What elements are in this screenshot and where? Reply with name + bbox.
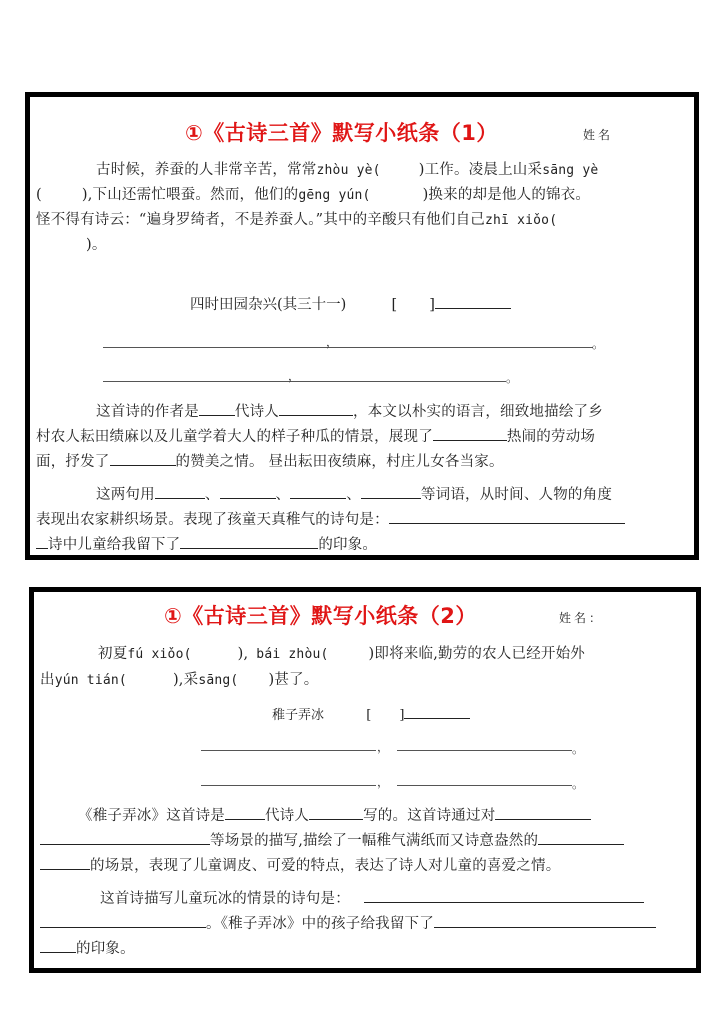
answer-blank[interactable] <box>538 829 624 845</box>
card-title: ①《古诗三首》默写小纸条（2） <box>164 604 477 628</box>
dictation-card-2: ①《古诗三首》默写小纸条（2） 姓名： 初夏fú xiǒo( ), bái zhòu( )即将来临,勤劳的农人已经开始外 出yún tián( ),采sāng( )甚了。 稚子弄冰 [ ] ， 。 ， 。 《稚子弄冰》这首诗是 代诗人 写的。这首诗通过对 等场景的描写,描绘了一幅稚气满纸而又诗意盎然的 的场景，表现了儿童调皮、可爱的特点，表达了诗人对儿童的喜爱之情。 这首诗描写儿童玩冰的情景的诗句是： 。《稚子弄冰》中的孩子给我留下了 的印象。 <box>29 587 701 973</box>
impression-blank[interactable] <box>40 937 76 953</box>
answer-blank[interactable] <box>290 483 346 499</box>
dynasty-bracket-close: ] <box>399 708 405 723</box>
dictation-card-1: ①《古诗三首》默写小纸条（1） 姓名 古时候，养蚕的人非常辛苦，常常zhòu yè( )工作。凌晨上山采sāng yè ( ),下山还需忙喂蚕。然而，他们的gēng yún( )换来的却是他人的锦衣。 怪不得有诗云：“遍身罗绮者，不是养蚕人。”其中的辛酸只有他们自己zhī xiǒo( )。 四时田园杂兴(其三十一) [ ] ， 。 ， 。 这首诗的作者是 代诗人 ，本文以朴实的语言，细致地描绘了乡 村农人耘田绩麻以及儿童学着大人的样子种瓜的情景，展现了 热闹的劳动场 面，抒发了 的赞美之情。 昼出耘田夜绩麻，村庄儿女各当家。 这两句用 、 、 、 等词语，从时间、人物的角度 表现出农家耕织场景。表现了孩童天真稚气的诗句是： 诗中儿童给我留下了 的印象。 <box>25 92 699 560</box>
question-line: 这两句用 、 、 、 等词语，从时间、人物的角度 <box>36 483 688 505</box>
question-line: 的场景，表现了儿童调皮、可爱的特点，表达了诗人对儿童的喜爱之情。 <box>40 854 690 876</box>
passage-line: 怪不得有诗云：“遍身罗绮者，不是养蚕人。”其中的辛酸只有他们自己zhī xiǒo( <box>36 212 558 228</box>
passage-line: 古时候，养蚕的人非常辛苦，常常zhòu yè( )工作。凌晨上山采sāng yè <box>96 162 599 178</box>
answer-blank[interactable] <box>495 804 591 820</box>
answer-blank[interactable] <box>36 533 48 549</box>
question-line: 的印象。 <box>40 937 690 959</box>
dynasty-bracket-open: [ <box>366 708 372 723</box>
poem-title: 四时田园杂兴(其三十一) <box>190 297 347 313</box>
answer-blank[interactable] <box>364 887 644 903</box>
passage-line: 初夏fú xiǒo( ), bái zhòu( )即将来临,勤劳的农人已经开始外 <box>98 646 586 662</box>
answer-blank[interactable] <box>433 425 507 441</box>
name-label: 姓名： <box>559 611 605 625</box>
question-line: 等场景的描写,描绘了一幅稚气满纸而又诗意盎然的 <box>40 829 690 851</box>
verse-answer-line-1b[interactable] <box>397 750 572 751</box>
answer-blank[interactable] <box>110 450 176 466</box>
card-title: ①《古诗三首》默写小纸条（1） <box>185 121 498 145</box>
name-label: 姓名 <box>583 128 614 142</box>
answer-blank[interactable] <box>155 483 205 499</box>
question-line: 这首诗的作者是 代诗人 ，本文以朴实的语言，细致地描绘了乡 <box>36 400 688 422</box>
poem-title-row <box>190 293 511 314</box>
author-blank[interactable] <box>404 703 470 719</box>
verse-answer-line-1a[interactable] <box>201 750 376 751</box>
passage-line: )。 <box>86 237 107 253</box>
dynasty-bracket-open: [ <box>391 297 398 313</box>
impression-blank[interactable] <box>434 912 656 928</box>
answer-blank[interactable] <box>40 854 90 870</box>
question-line: 面，抒发了 的赞美之情。 昼出耘田夜绩麻，村庄儿女各当家。 <box>36 450 688 472</box>
dynasty-blank[interactable] <box>199 400 235 416</box>
verse-answer-line-2[interactable] <box>103 381 506 382</box>
question-line: 《稚子弄冰》这首诗是 代诗人 写的。这首诗通过对 <box>40 804 690 826</box>
question-line: 村农人耘田绩麻以及儿童学着大人的样子种瓜的情景，展现了 热闹的劳动场 <box>36 425 688 447</box>
dynasty-blank[interactable] <box>225 804 265 820</box>
answer-blank[interactable] <box>389 508 625 524</box>
verse-answer-line-2a[interactable] <box>201 785 376 786</box>
poem-title-row <box>272 703 470 723</box>
verse-answer-line-1[interactable] <box>103 347 593 348</box>
question-line: 表现出农家耕织场景。表现了孩童天真稚气的诗句是： <box>36 508 688 530</box>
dynasty-bracket-close: ] <box>429 297 435 313</box>
passage-line: ( ),下山还需忙喂蚕。然而，他们的gēng yún( )换来的却是他人的锦衣。 <box>36 187 591 203</box>
passage-line: 出yún tián( ),采sāng( )甚了。 <box>40 672 319 688</box>
author-blank[interactable] <box>279 400 353 416</box>
question-line: 诗中儿童给我留下了 的印象。 <box>36 533 688 555</box>
poem-title: 稚子弄冰 <box>272 708 325 723</box>
answer-blank[interactable] <box>220 483 276 499</box>
impression-blank[interactable] <box>180 533 318 549</box>
verse-answer-line-2b[interactable] <box>397 785 572 786</box>
answer-blank[interactable] <box>40 912 206 928</box>
answer-blank[interactable] <box>40 829 210 845</box>
answer-blank[interactable] <box>361 483 421 499</box>
question-line: 这首诗描写儿童玩冰的情景的诗句是： <box>40 887 690 909</box>
question-line: 。《稚子弄冰》中的孩子给我留下了 <box>40 912 690 934</box>
author-blank[interactable] <box>435 293 511 309</box>
author-blank[interactable] <box>309 804 363 820</box>
